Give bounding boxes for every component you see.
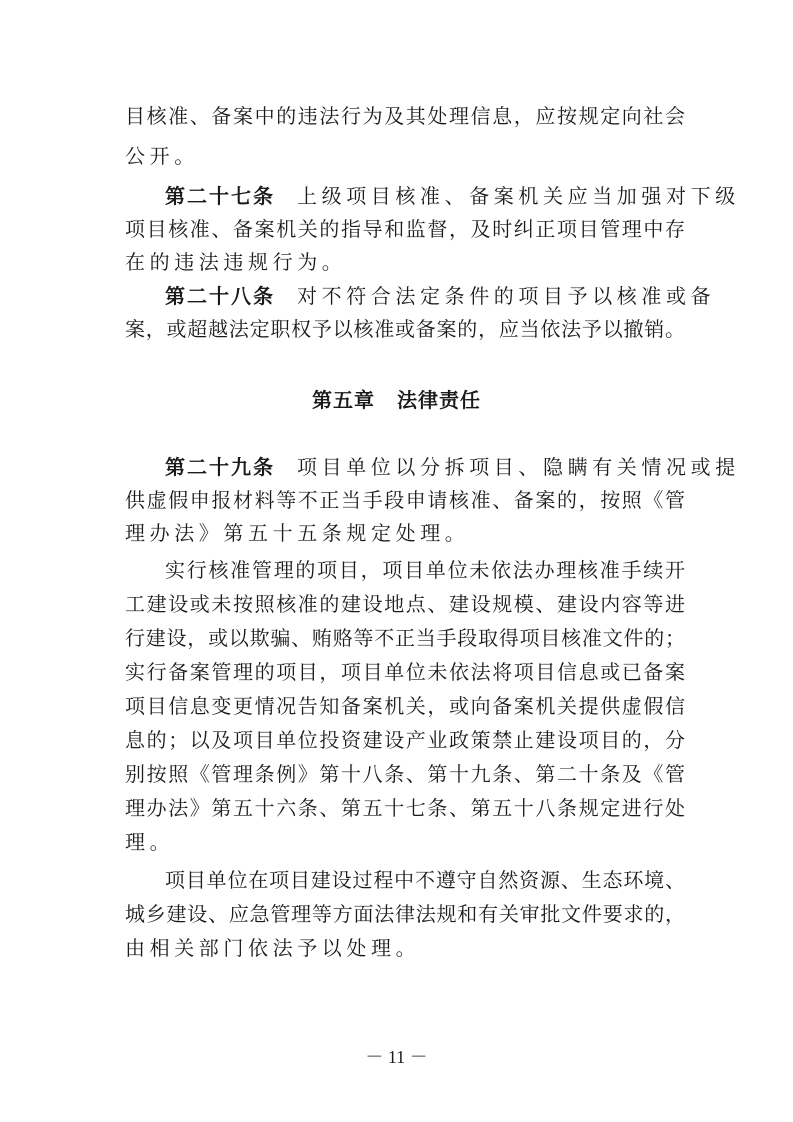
text-line: 行建设，或以欺骗、贿赂等不正当手段取得项目核准文件的； xyxy=(125,626,685,650)
article-27-first-line xyxy=(165,184,740,208)
chapter-number: 第五章 xyxy=(312,388,375,412)
text-line: 由相关部门依法予以处理。 xyxy=(125,936,421,960)
article-28-first-line xyxy=(165,284,716,308)
text-line: 案，或超越法定职权予以核准或备案的，应当依法予以撤销。 xyxy=(125,317,685,341)
text-line: 项目信息变更情况告知备案机关，或向备案机关提供虚假信 xyxy=(125,694,685,718)
chapter-heading xyxy=(0,384,793,413)
text-line: 公开。 xyxy=(125,144,199,168)
text-line: 理办法》第五十五条规定处理。 xyxy=(125,521,470,545)
text-line: 项目单位以分拆项目、隐瞒有关情况或提 xyxy=(297,455,740,479)
text-line: 实行备案管理的项目，项目单位未依法将项目信息或已备案 xyxy=(125,660,685,684)
text-line: 项目单位在项目建设过程中不遵守自然资源、生态环境、 xyxy=(165,868,685,892)
text-line: 项目核准、备案机关的指导和监督，及时纠正项目管理中存 xyxy=(125,217,685,241)
text-line: 工建设或未按照核准的建设地点、建设规模、建设内容等进 xyxy=(125,592,685,616)
text-line: 目核准、备案中的违法行为及其处理信息，应按规定向社会 xyxy=(125,104,685,128)
article-number: 第二十八条 xyxy=(165,284,275,308)
page-number: － 11 － xyxy=(365,1047,428,1067)
text-line: 别按照《管理条例》第十八条、第十九条、第二十条及《管 xyxy=(125,762,685,786)
article-number: 第二十九条 xyxy=(165,455,275,479)
text-line: 对不符合法定条件的项目予以核准或备 xyxy=(297,284,716,308)
text-line: 理办法》第五十六条、第五十七条、第五十八条规定进行处 xyxy=(125,796,685,820)
chapter-title: 法律责任 xyxy=(397,388,481,412)
article-number: 第二十七条 xyxy=(165,184,275,208)
text-line: 实行核准管理的项目，项目单位未依法办理核准手续开 xyxy=(165,558,685,582)
text-line: 供虚假申报材料等不正当手段申请核准、备案的，按照《管 xyxy=(125,488,685,512)
text-line: 城乡建设、应急管理等方面法律法规和有关审批文件要求的， xyxy=(125,902,685,926)
text-line: 在的违法违规行为。 xyxy=(125,250,347,274)
text-line: 理。 xyxy=(125,830,175,854)
text-line: 上级项目核准、备案机关应当加强对下级 xyxy=(297,184,740,208)
article-29-first-line xyxy=(165,455,740,479)
text-line: 息的；以及项目单位投资建设产业政策禁止建设项目的，分 xyxy=(125,728,685,752)
